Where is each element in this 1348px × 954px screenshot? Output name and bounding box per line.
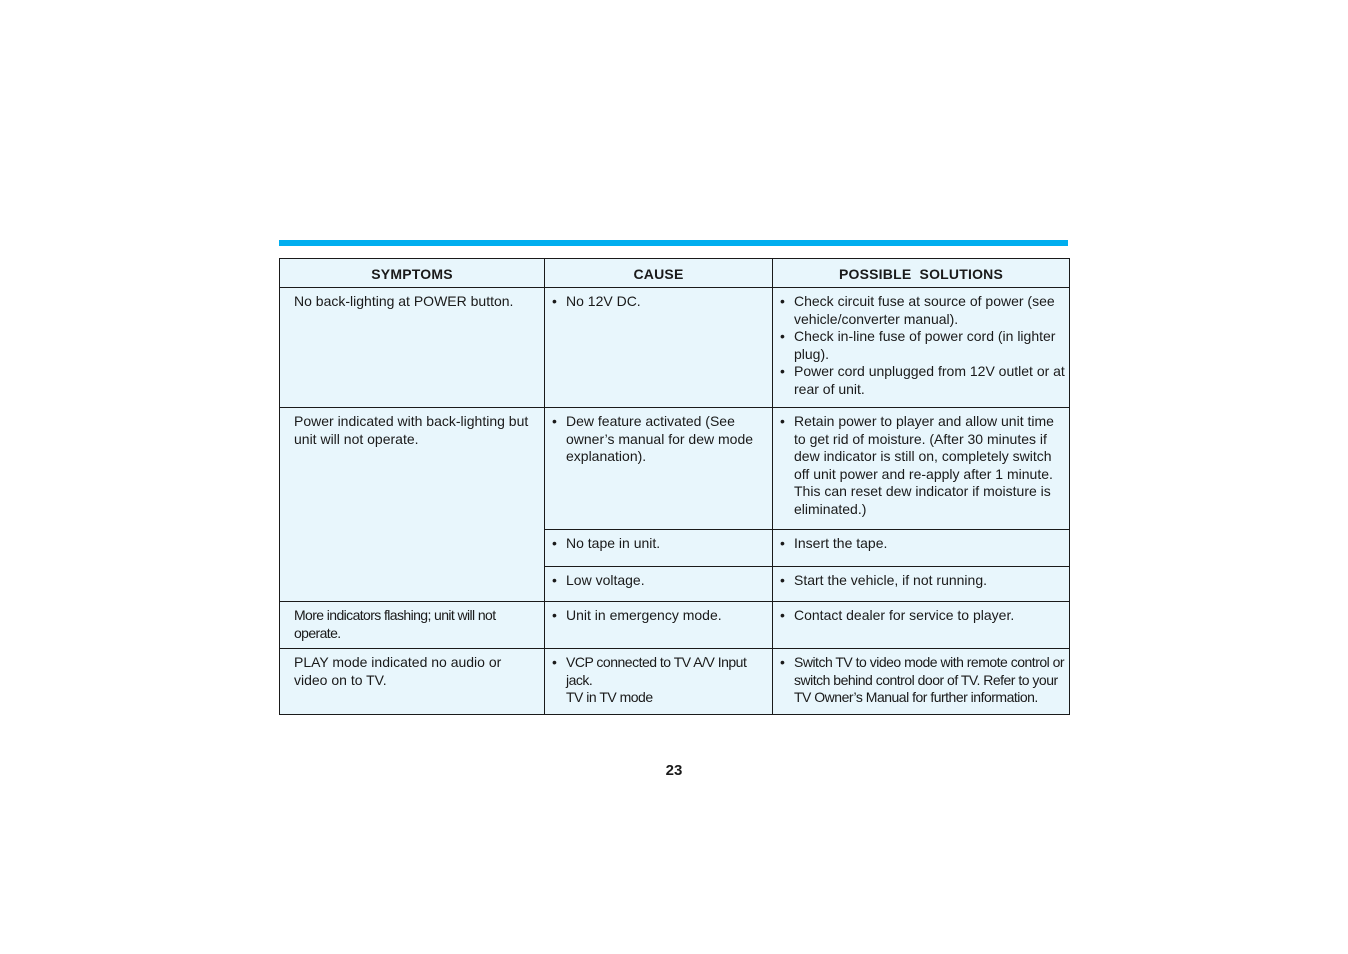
table-row: [280, 649, 1070, 715]
solution-cell: [773, 530, 1070, 567]
cause-cell: [545, 530, 773, 567]
table-header-row: [280, 259, 1070, 288]
table-row: [280, 602, 1070, 649]
cause-bullet: • Low voltage.: [552, 572, 768, 590]
solution-bullet: • Start the vehicle, if not running.: [780, 572, 1065, 590]
cause-cell: [545, 649, 773, 715]
accent-bar: [279, 240, 1068, 246]
symptom-text: More indicators flashing; unit will not operate.: [294, 607, 496, 641]
symptom-cell: [280, 408, 545, 602]
cause-bullet: • Unit in emergency mode.: [552, 607, 768, 625]
solution-cell: [773, 602, 1070, 649]
cause-cell: [545, 602, 773, 649]
cause-continuation: TV in TV mode: [566, 689, 653, 705]
cause-bullet: • VCP connected to TV A/V Input jack.: [552, 654, 768, 689]
solution-bullet: • Switch TV to video mode with remote control or switch behind control door of TV. Refer to your TV Owner’s Manual for further information.: [780, 654, 1067, 707]
table-row: [280, 408, 1070, 530]
symptom-cell: [280, 649, 545, 715]
table-row: [280, 288, 1070, 408]
symptom-text: PLAY mode indicated no audio or video on to TV.: [294, 654, 502, 688]
solution-cell: [773, 288, 1070, 408]
cause-cell: [545, 288, 773, 408]
solution-cell: [773, 649, 1070, 715]
solution-cell: [773, 408, 1070, 530]
solution-bullet: • Power cord unplugged from 12V outlet or at rear of unit.: [780, 363, 1065, 398]
header-symptoms: SYMPTOMS: [280, 259, 545, 288]
header-cause: CAUSE: [545, 259, 773, 288]
solution-bullet: • Insert the tape.: [780, 535, 1065, 553]
symptom-cell: [280, 602, 545, 649]
solution-bullet: • Retain power to player and allow unit time to get rid of moisture. (After 30 minutes if dew indicator is still on, completely switch off unit power and re-apply after 1 minute. This can reset dew indicator if moisture is eliminated.): [780, 413, 1065, 518]
cause-bullet: • Dew feature activated (See owner’s manual for dew mode explanation).: [552, 413, 768, 466]
solution-cell: [773, 567, 1070, 602]
cause-bullet: • No tape in unit.: [552, 535, 768, 553]
cause-cell: [545, 567, 773, 602]
page-number: 23: [665, 762, 683, 779]
symptom-cell: [280, 288, 545, 408]
solution-bullet: • Contact dealer for service to player.: [780, 607, 1065, 625]
cause-cell: [545, 408, 773, 530]
solution-bullet: • Check in-line fuse of power cord (in lighter plug).: [780, 328, 1065, 363]
troubleshooting-table: [279, 258, 1070, 715]
symptom-text: Power indicated with back-lighting but unit will not operate.: [294, 413, 529, 447]
cause-bullet: • No 12V DC.: [552, 293, 768, 311]
header-possible-solutions: POSSIBLE SOLUTIONS: [773, 259, 1070, 288]
solution-bullet: • Check circuit fuse at source of power (see vehicle/converter manual).: [780, 293, 1065, 328]
symptom-text: No back-lighting at POWER button.: [294, 293, 514, 309]
